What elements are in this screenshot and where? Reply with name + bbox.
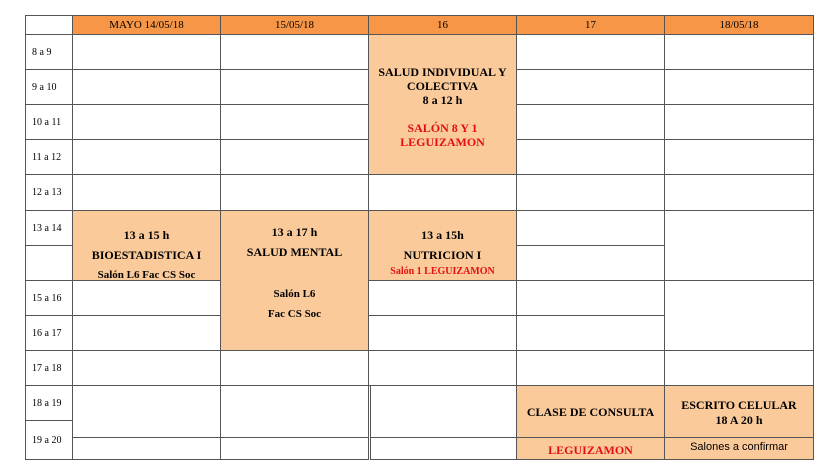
empty-cell — [72, 350, 221, 386]
header-day-2: 15/05/18 — [220, 15, 369, 35]
empty-cell — [516, 315, 665, 351]
col3-row-divider — [370, 437, 517, 438]
empty-cell — [368, 174, 517, 211]
time-slot: 18 a 19 — [25, 385, 73, 421]
time-slot: 9 a 10 — [25, 69, 73, 105]
event-room: LEGUIZAMON — [548, 443, 633, 457]
empty-cell — [220, 174, 369, 211]
empty-cell — [220, 104, 369, 140]
empty-cell — [72, 139, 221, 175]
event-hours: 8 a 12 h — [422, 93, 463, 107]
empty-cell — [664, 350, 814, 386]
empty-cell — [516, 280, 665, 316]
event-title: BIOESTADISTICA I — [91, 248, 202, 262]
event-hours: 13 a 15 h — [123, 228, 170, 242]
empty-cell — [220, 34, 369, 70]
event-escrito-room — [664, 441, 814, 453]
empty-cell — [516, 104, 665, 140]
empty-cell — [664, 139, 814, 175]
empty-cell — [516, 350, 665, 386]
header-day-3: 16 — [368, 15, 517, 35]
col1-row-divider — [72, 437, 221, 438]
event-hours: 18 A 20 h — [715, 413, 763, 427]
time-slot: 15 a 16 — [25, 280, 73, 316]
event-salud-mental — [220, 210, 369, 351]
time-slot: 12 a 13 — [25, 174, 73, 211]
empty-cell — [516, 174, 665, 211]
empty-cell — [220, 69, 369, 105]
empty-cell — [664, 280, 814, 351]
empty-cell — [664, 104, 814, 140]
event-title: SALUD MENTAL — [246, 245, 343, 259]
time-slot: 13 a 14 — [25, 210, 73, 246]
empty-cell — [370, 385, 517, 460]
time-slot: 19 a 20 — [25, 420, 73, 460]
empty-cell — [220, 350, 369, 386]
event-title: ESCRITO CELULAR — [681, 398, 797, 412]
event-title: COLECTIVA — [406, 79, 479, 93]
empty-cell — [516, 245, 665, 281]
empty-cell — [516, 69, 665, 105]
time-slot: 11 a 12 — [25, 139, 73, 175]
event-room: Salón L6 Fac CS Soc — [97, 269, 196, 281]
event-clase-consulta — [516, 385, 665, 460]
time-slot — [25, 245, 73, 281]
event-hours: 13 a 17 h — [271, 225, 318, 239]
empty-cell — [72, 34, 221, 70]
empty-cell — [664, 174, 814, 211]
time-slot: 16 a 17 — [25, 315, 73, 351]
header-day-5: 18/05/18 — [664, 15, 814, 35]
empty-cell — [368, 350, 517, 386]
event-bioestadistica — [72, 210, 221, 281]
empty-cell — [72, 104, 221, 140]
time-slot: 8 a 9 — [25, 34, 73, 70]
event-room: SALÓN 8 Y 1 — [407, 121, 478, 135]
consulta-room-divider — [516, 437, 665, 438]
event-room: Salón L6 — [273, 288, 316, 300]
event-room: Salones a confirmar — [690, 441, 788, 453]
event-title: NUTRICION I — [403, 248, 482, 262]
empty-cell — [664, 34, 814, 70]
event-title: SALUD INDIVIDUAL Y — [378, 65, 507, 79]
empty-cell — [220, 139, 369, 175]
event-room: Fac CS Soc — [267, 308, 322, 320]
event-title: CLASE DE CONSULTA — [526, 405, 655, 419]
event-nutricion — [368, 210, 517, 281]
event-room: LEGUIZAMON — [400, 135, 485, 149]
empty-cell — [220, 385, 369, 460]
empty-cell — [664, 210, 814, 281]
event-salud-individual-colectiva — [368, 34, 517, 175]
header-day-1: MAYO 14/05/18 — [72, 15, 221, 35]
col2-row-divider — [220, 437, 369, 438]
empty-cell — [72, 315, 221, 351]
header-corner — [25, 15, 73, 35]
event-room: Salón 1 LEGUIZAMON — [390, 266, 495, 277]
empty-cell — [72, 280, 221, 316]
empty-cell — [72, 69, 221, 105]
time-slot: 10 a 11 — [25, 104, 73, 140]
time-slot: 17 a 18 — [25, 350, 73, 386]
empty-cell — [72, 174, 221, 211]
empty-cell — [72, 385, 221, 460]
header-day-4: 17 — [516, 15, 665, 35]
empty-cell — [516, 210, 665, 246]
event-hours: 13 a 15h — [421, 228, 464, 242]
empty-cell — [368, 280, 517, 316]
empty-cell — [516, 139, 665, 175]
event-escrito-room-row — [664, 437, 814, 438]
empty-cell — [368, 315, 517, 351]
empty-cell — [664, 69, 814, 105]
empty-cell — [516, 34, 665, 70]
